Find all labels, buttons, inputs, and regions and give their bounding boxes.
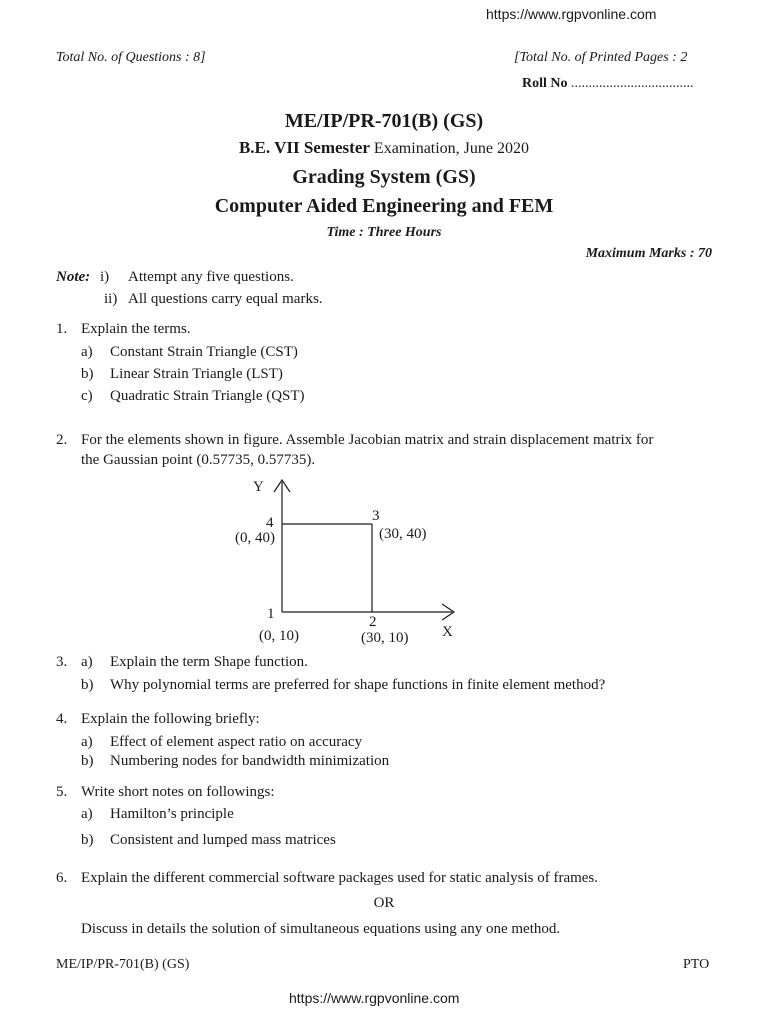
semester-bold: B.E. VII Semester bbox=[238, 138, 370, 157]
grading-system: Grading System (GS) bbox=[292, 166, 476, 188]
q4a-text: Effect of element aspect ratio on accuracy bbox=[110, 734, 363, 750]
x-axis-label: X bbox=[442, 624, 453, 640]
note-num-1: i) bbox=[100, 269, 110, 285]
q1-number: 1. bbox=[56, 321, 68, 337]
node-1-id: 1 bbox=[267, 606, 275, 622]
semester-rest: Examination, June 2020 bbox=[369, 140, 530, 157]
q5-number: 5. bbox=[56, 784, 68, 800]
q2-line2: the Gaussian point (0.57735, 0.57735). bbox=[81, 452, 316, 468]
q2-line1: For the elements shown in figure. Assemble Jacobian matrix and strain displacement matrix for bbox=[81, 432, 654, 448]
note-text-1: Attempt any five questions. bbox=[128, 269, 294, 285]
total-pages: [Total No. of Printed Pages : 2 bbox=[514, 50, 688, 65]
footer-pto: PTO bbox=[683, 957, 710, 972]
roll-dots: ................................... bbox=[567, 76, 694, 91]
total-questions: Total No. of Questions : 8] bbox=[56, 50, 206, 65]
q5a-label: a) bbox=[81, 806, 93, 822]
element-figure bbox=[0, 470, 768, 650]
q6-number: 6. bbox=[56, 870, 68, 886]
q5a-text: Hamilton’s principle bbox=[110, 806, 234, 822]
q4b-text: Numbering nodes for bandwidth minimization bbox=[110, 753, 390, 769]
q3-number: 3. bbox=[56, 654, 68, 670]
roll-number bbox=[522, 76, 694, 92]
semester-line bbox=[0, 138, 768, 158]
y-axis-label: Y bbox=[253, 479, 264, 495]
q4-text: Explain the following briefly: bbox=[81, 711, 260, 727]
node-4-id: 4 bbox=[266, 515, 274, 531]
q1b-text: Linear Strain Triangle (LST) bbox=[110, 366, 283, 382]
time-allowed: Time : Three Hours bbox=[326, 225, 442, 240]
q5b-text: Consistent and lumped mass matrices bbox=[110, 832, 336, 848]
q4a-label: a) bbox=[81, 734, 93, 750]
node-1-coord: (0, 10) bbox=[259, 628, 299, 644]
node-3-coord: (30, 40) bbox=[379, 526, 427, 542]
q3b-text: Why polynomial terms are preferred for shape functions in finite element method? bbox=[110, 677, 606, 693]
subject-title: Computer Aided Engineering and FEM bbox=[214, 195, 554, 217]
roll-label: Roll No bbox=[522, 76, 568, 91]
q3a-label: a) bbox=[81, 654, 93, 670]
q5b-label: b) bbox=[81, 832, 94, 848]
q3b-label: b) bbox=[81, 677, 94, 693]
q1b-label: b) bbox=[81, 366, 94, 382]
node-3-id: 3 bbox=[372, 508, 380, 524]
q3a-text: Explain the term Shape function. bbox=[110, 654, 308, 670]
note-num-2: ii) bbox=[104, 291, 118, 307]
q1a-label: a) bbox=[81, 344, 93, 360]
q6-text: Explain the different commercial software packages used for static analysis of frames. bbox=[81, 870, 599, 886]
q1c-text: Quadratic Strain Triangle (QST) bbox=[110, 388, 305, 404]
q5-text: Write short notes on followings: bbox=[81, 784, 275, 800]
q1a-text: Constant Strain Triangle (CST) bbox=[110, 344, 298, 360]
q6-or: OR bbox=[373, 895, 395, 911]
website-url-bottom: https://www.rgpvonline.com bbox=[289, 990, 460, 1006]
q1c-label: c) bbox=[81, 388, 93, 404]
node-2-coord: (30, 10) bbox=[361, 630, 409, 646]
q2-number: 2. bbox=[56, 432, 68, 448]
node-4-coord: (0, 40) bbox=[235, 530, 275, 546]
q1-text: Explain the terms. bbox=[81, 321, 191, 337]
footer-paper-code: ME/IP/PR-701(B) (GS) bbox=[56, 957, 190, 972]
website-url-top: https://www.rgpvonline.com bbox=[486, 6, 657, 22]
q4-number: 4. bbox=[56, 711, 68, 727]
note-label: Note: bbox=[56, 269, 91, 285]
maximum-marks: Maximum Marks : 70 bbox=[585, 246, 712, 261]
node-2-id: 2 bbox=[369, 614, 377, 630]
q6-alternative: Discuss in details the solution of simultaneous equations using any one method. bbox=[81, 921, 561, 937]
paper-code: ME/IP/PR-701(B) (GS) bbox=[284, 110, 484, 132]
q4b-label: b) bbox=[81, 753, 94, 769]
note-text-2: All questions carry equal marks. bbox=[128, 291, 323, 307]
